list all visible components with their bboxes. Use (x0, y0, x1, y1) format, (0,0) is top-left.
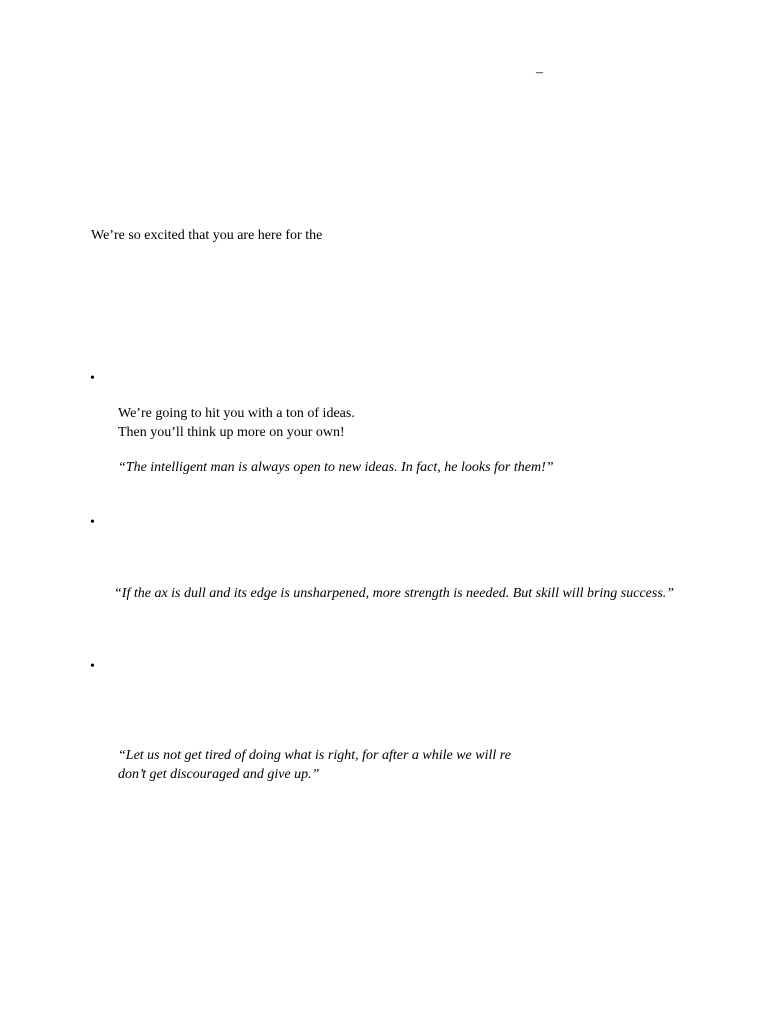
section-3-quote-line-1: “Let us not get tired of doing what is right, for after a while we will re (118, 748, 511, 763)
section-3-quote-line-2: don’t get discouraged and give up.” (118, 767, 320, 782)
section-1-quote: “The intelligent man is always open to new ideas. In fact, he looks for them!” (118, 460, 554, 475)
section-1-line-1: We’re going to hit you with a ton of ideas. (118, 406, 355, 421)
header-dash: – (536, 65, 543, 80)
section-1-line-2: Then you’ll think up more on your own! (118, 425, 345, 440)
section-2-quote: “If the ax is dull and its edge is unsharpened, more strength is needed. But skill will bring success.” (114, 586, 675, 601)
bullet-point-1 (90, 369, 98, 389)
bullet-point-2 (90, 513, 98, 533)
intro-text: We’re so excited that you are here for the (91, 228, 323, 243)
bullet-point-3 (90, 657, 98, 677)
